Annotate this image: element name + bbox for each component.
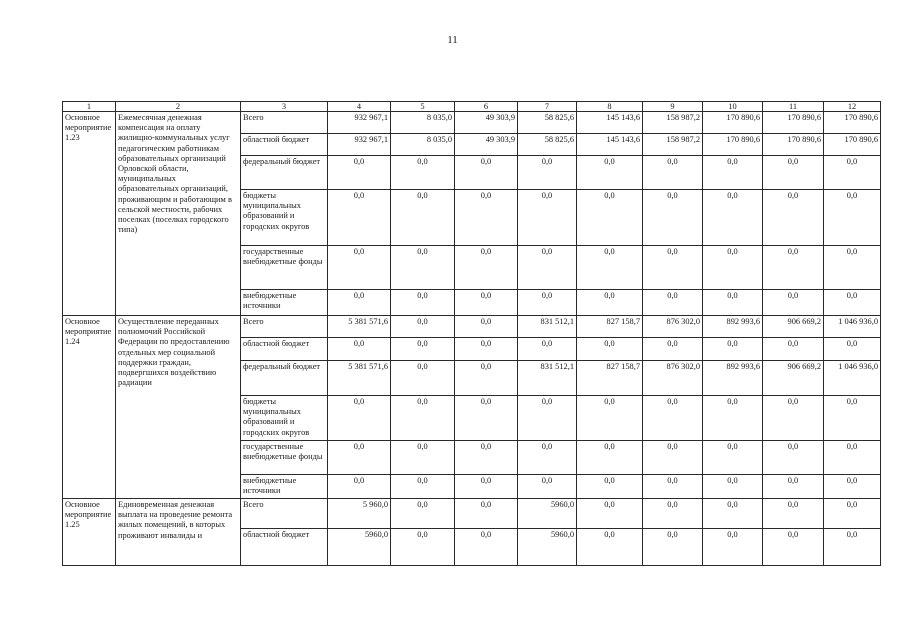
amount-cell: 158 987,2 — [643, 134, 703, 156]
amount-cell: 5 381 571,6 — [328, 316, 391, 338]
amount-cell: 0,0 — [824, 396, 881, 441]
amount-cell: 0,0 — [703, 396, 763, 441]
amount-cell: 5960,0 — [518, 499, 577, 529]
description-cell: Единовременная денежная выплата на проведение ремонта жилых помещений, в которых проживают инвалиды и — [116, 499, 241, 566]
amount-cell: 0,0 — [391, 396, 455, 441]
amount-cell: 906 669,2 — [763, 361, 824, 396]
amount-cell: 5 960,0 — [328, 499, 391, 529]
amount-cell: 0,0 — [824, 529, 881, 566]
amount-cell: 0,0 — [391, 441, 455, 475]
amount-cell: 0,0 — [455, 441, 518, 475]
amount-cell: 0,0 — [824, 246, 881, 290]
amount-cell: 0,0 — [643, 156, 703, 190]
amount-cell: 0,0 — [391, 499, 455, 529]
amount-cell: 0,0 — [577, 290, 643, 316]
amount-cell: 0,0 — [518, 441, 577, 475]
amount-cell: 170 890,6 — [703, 112, 763, 134]
amount-cell: 0,0 — [518, 290, 577, 316]
budget-table — [62, 101, 881, 566]
amount-cell: 0,0 — [577, 441, 643, 475]
amount-cell: 0,0 — [643, 529, 703, 566]
table-row — [63, 316, 881, 338]
amount-cell: 0,0 — [391, 290, 455, 316]
amount-cell: 0,0 — [763, 396, 824, 441]
amount-cell: 0,0 — [763, 475, 824, 499]
amount-cell: 0,0 — [391, 475, 455, 499]
column-number: 6 — [455, 102, 518, 112]
amount-cell: 0,0 — [643, 396, 703, 441]
amount-cell: 0,0 — [518, 338, 577, 361]
amount-cell: 0,0 — [455, 316, 518, 338]
amount-cell: 876 302,0 — [643, 316, 703, 338]
description-cell: Ежемесячная денежная компенсация на оплату жилищно-коммунальных услуг педагогическим работникам образовательных организаций Орловской области, муниципальных образовательных организаций, проживающим и работающим в сельской местности, рабочих поселках (поселках городского типа) — [116, 112, 241, 316]
amount-cell: 0,0 — [518, 246, 577, 290]
amount-cell: 0,0 — [518, 475, 577, 499]
amount-cell: 0,0 — [824, 156, 881, 190]
amount-cell: 892 993,6 — [703, 316, 763, 338]
amount-cell: 170 890,6 — [763, 134, 824, 156]
amount-cell: 0,0 — [328, 338, 391, 361]
amount-cell: 0,0 — [763, 190, 824, 246]
amount-cell: 0,0 — [763, 499, 824, 529]
column-number: 8 — [577, 102, 643, 112]
amount-cell: 0,0 — [703, 190, 763, 246]
amount-cell: 0,0 — [577, 338, 643, 361]
amount-cell: 0,0 — [824, 190, 881, 246]
amount-cell: 0,0 — [391, 246, 455, 290]
column-number: 1 — [63, 102, 116, 112]
amount-cell: 0,0 — [391, 361, 455, 396]
column-number-row — [63, 102, 881, 112]
amount-cell: 0,0 — [643, 499, 703, 529]
amount-cell: 0,0 — [703, 246, 763, 290]
funding-source-cell: Всего — [241, 499, 328, 529]
funding-source-cell: федеральный бюджет — [241, 361, 328, 396]
amount-cell: 0,0 — [703, 529, 763, 566]
amount-cell: 876 302,0 — [643, 361, 703, 396]
column-number: 4 — [328, 102, 391, 112]
amount-cell: 0,0 — [763, 246, 824, 290]
funding-source-cell: областной бюджет — [241, 134, 328, 156]
amount-cell: 831 512,1 — [518, 361, 577, 396]
amount-cell: 49 303,9 — [455, 134, 518, 156]
amount-cell: 0,0 — [643, 190, 703, 246]
amount-cell: 0,0 — [328, 396, 391, 441]
funding-source-cell: бюджеты муниципальных образований и городских округов — [241, 190, 328, 246]
amount-cell: 0,0 — [643, 475, 703, 499]
amount-cell: 158 987,2 — [643, 112, 703, 134]
amount-cell: 0,0 — [763, 529, 824, 566]
amount-cell: 0,0 — [824, 475, 881, 499]
amount-cell: 0,0 — [824, 441, 881, 475]
amount-cell: 0,0 — [703, 156, 763, 190]
amount-cell: 0,0 — [824, 499, 881, 529]
amount-cell: 0,0 — [328, 156, 391, 190]
amount-cell: 827 158,7 — [577, 361, 643, 396]
amount-cell: 0,0 — [391, 316, 455, 338]
description-cell: Осуществление переданных полномочий Российской Федерации по предоставлению отдельных мер социальной поддержки граждан, подвергшихся воздействию радиации — [116, 316, 241, 499]
amount-cell: 0,0 — [643, 441, 703, 475]
funding-source-cell: Всего — [241, 316, 328, 338]
amount-cell: 0,0 — [703, 290, 763, 316]
funding-source-cell: областной бюджет — [241, 529, 328, 566]
amount-cell: 0,0 — [455, 396, 518, 441]
funding-source-cell: государственные внебюджетные фонды — [241, 246, 328, 290]
amount-cell: 0,0 — [824, 338, 881, 361]
amount-cell: 0,0 — [577, 190, 643, 246]
funding-source-cell: государственные внебюджетные фонды — [241, 441, 328, 475]
table-row — [63, 499, 881, 529]
amount-cell: 0,0 — [824, 290, 881, 316]
amount-cell: 0,0 — [391, 156, 455, 190]
amount-cell: 170 890,6 — [703, 134, 763, 156]
amount-cell: 0,0 — [703, 499, 763, 529]
amount-cell: 0,0 — [703, 338, 763, 361]
funding-source-cell: Всего — [241, 112, 328, 134]
funding-source-cell: бюджеты муниципальных образований и городских округов — [241, 396, 328, 441]
amount-cell: 0,0 — [763, 156, 824, 190]
column-number: 5 — [391, 102, 455, 112]
amount-cell: 0,0 — [518, 156, 577, 190]
column-number: 3 — [241, 102, 328, 112]
amount-cell: 0,0 — [703, 475, 763, 499]
amount-cell: 49 303,9 — [455, 112, 518, 134]
column-number: 2 — [116, 102, 241, 112]
amount-cell: 906 669,2 — [763, 316, 824, 338]
amount-cell: 0,0 — [577, 156, 643, 190]
amount-cell: 0,0 — [328, 246, 391, 290]
amount-cell: 0,0 — [455, 338, 518, 361]
amount-cell: 0,0 — [455, 475, 518, 499]
amount-cell: 0,0 — [455, 290, 518, 316]
amount-cell: 1 046 936,0 — [824, 361, 881, 396]
amount-cell: 0,0 — [643, 290, 703, 316]
amount-cell: 0,0 — [763, 441, 824, 475]
amount-cell: 0,0 — [577, 396, 643, 441]
amount-cell: 892 993,6 — [703, 361, 763, 396]
amount-cell: 170 890,6 — [763, 112, 824, 134]
column-number: 9 — [643, 102, 703, 112]
amount-cell: 8 035,0 — [391, 134, 455, 156]
amount-cell: 0,0 — [455, 529, 518, 566]
amount-cell: 5960,0 — [328, 529, 391, 566]
event-cell: Основное мероприятие 1.23 — [63, 112, 116, 316]
amount-cell: 0,0 — [455, 246, 518, 290]
funding-source-cell: внебюджетные источники — [241, 475, 328, 499]
amount-cell: 0,0 — [577, 475, 643, 499]
amount-cell: 0,0 — [643, 246, 703, 290]
amount-cell: 0,0 — [643, 338, 703, 361]
amount-cell: 0,0 — [763, 290, 824, 316]
amount-cell: 0,0 — [518, 190, 577, 246]
amount-cell: 0,0 — [455, 190, 518, 246]
amount-cell: 170 890,6 — [824, 112, 881, 134]
amount-cell: 0,0 — [391, 529, 455, 566]
column-number: 10 — [703, 102, 763, 112]
column-number: 11 — [763, 102, 824, 112]
amount-cell: 0,0 — [328, 190, 391, 246]
amount-cell: 0,0 — [577, 529, 643, 566]
amount-cell: 58 825,6 — [518, 112, 577, 134]
funding-source-cell: внебюджетные источники — [241, 290, 328, 316]
amount-cell: 58 825,6 — [518, 134, 577, 156]
amount-cell: 0,0 — [763, 338, 824, 361]
amount-cell: 932 967,1 — [328, 112, 391, 134]
amount-cell: 5960,0 — [518, 529, 577, 566]
amount-cell: 831 512,1 — [518, 316, 577, 338]
column-number: 7 — [518, 102, 577, 112]
amount-cell: 0,0 — [328, 475, 391, 499]
amount-cell: 0,0 — [328, 441, 391, 475]
amount-cell: 8 035,0 — [391, 112, 455, 134]
amount-cell: 0,0 — [455, 361, 518, 396]
column-number: 12 — [824, 102, 881, 112]
amount-cell: 145 143,6 — [577, 112, 643, 134]
amount-cell: 0,0 — [455, 156, 518, 190]
funding-source-cell: областной бюджет — [241, 338, 328, 361]
amount-cell: 0,0 — [455, 499, 518, 529]
amount-cell: 0,0 — [391, 190, 455, 246]
amount-cell: 827 158,7 — [577, 316, 643, 338]
page-number: 11 — [447, 34, 458, 46]
amount-cell: 0,0 — [391, 338, 455, 361]
amount-cell: 5 381 571,6 — [328, 361, 391, 396]
amount-cell: 0,0 — [703, 441, 763, 475]
amount-cell: 0,0 — [577, 499, 643, 529]
amount-cell: 145 143,6 — [577, 134, 643, 156]
table-row — [63, 112, 881, 134]
amount-cell: 0,0 — [518, 396, 577, 441]
event-cell: Основное мероприятие 1.25 — [63, 499, 116, 566]
amount-cell: 1 046 936,0 — [824, 316, 881, 338]
amount-cell: 932 967,1 — [328, 134, 391, 156]
amount-cell: 170 890,6 — [824, 134, 881, 156]
event-cell: Основное мероприятие 1.24 — [63, 316, 116, 499]
amount-cell: 0,0 — [577, 246, 643, 290]
amount-cell: 0,0 — [328, 290, 391, 316]
funding-source-cell: федеральный бюджет — [241, 156, 328, 190]
